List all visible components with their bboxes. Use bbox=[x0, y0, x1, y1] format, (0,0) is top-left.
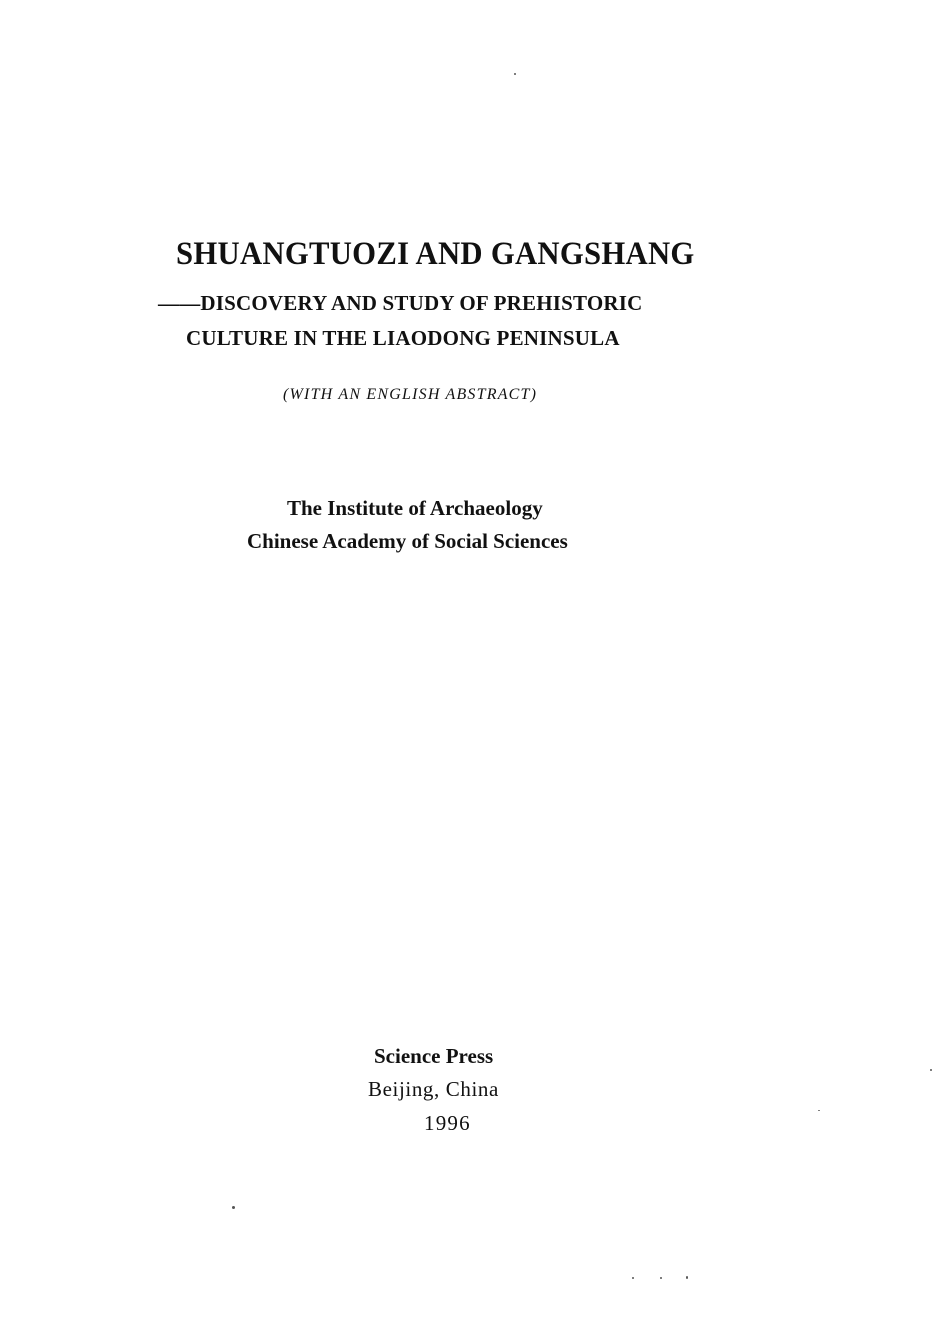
subtitle-line-1: ——DISCOVERY AND STUDY OF PREHISTORIC bbox=[158, 291, 643, 315]
scan-speck bbox=[514, 73, 516, 75]
publisher-name: Science Press bbox=[374, 1044, 494, 1068]
author-institute: The Institute of Archaeology bbox=[287, 496, 543, 520]
scan-speck bbox=[232, 1206, 235, 1209]
scan-speck bbox=[660, 1277, 662, 1279]
author-academy: Chinese Academy of Social Sciences bbox=[247, 529, 568, 553]
abstract-note: (WITH AN ENGLISH ABSTRACT) bbox=[283, 386, 538, 403]
publication-year: 1996 bbox=[424, 1111, 471, 1135]
scan-speck bbox=[686, 1276, 688, 1279]
scan-speck bbox=[818, 1110, 820, 1111]
publisher-city: Beijing, China bbox=[368, 1077, 499, 1101]
subtitle-line-2: CULTURE IN THE LIAODONG PENINSULA bbox=[186, 326, 620, 350]
book-title: SHUANGTUOZI AND GANGSHANG bbox=[176, 236, 695, 272]
scan-speck bbox=[930, 1069, 932, 1071]
scan-speck bbox=[632, 1277, 634, 1279]
